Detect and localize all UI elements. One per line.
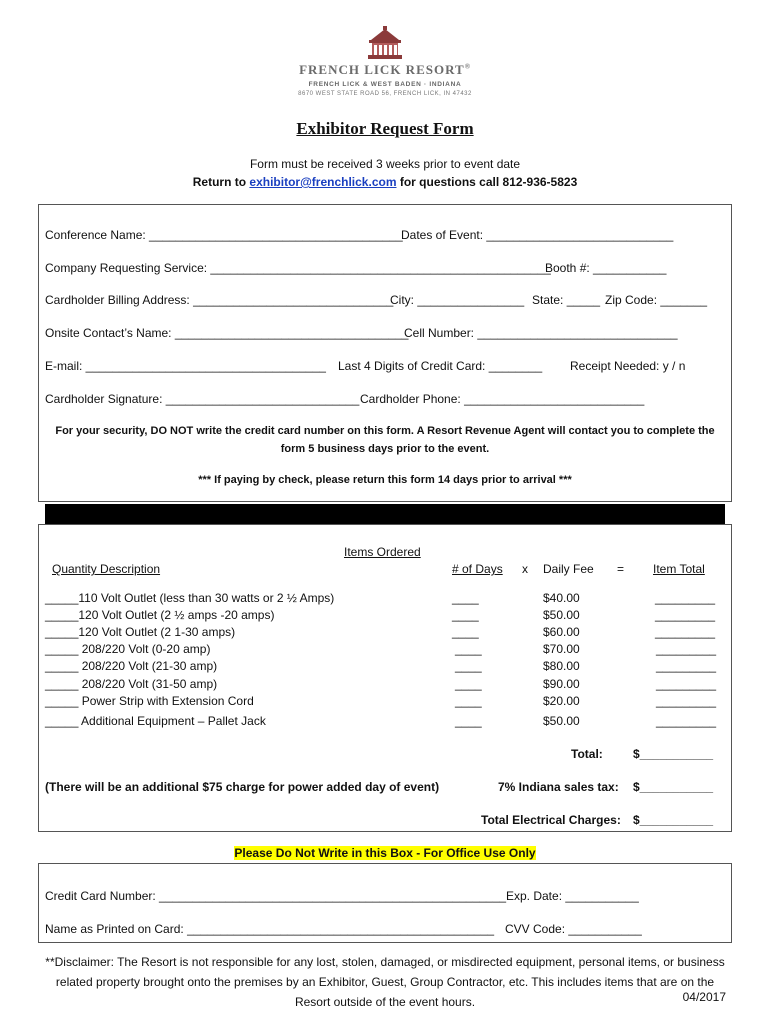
exp-date-field: Exp. Date: ___________ (506, 889, 639, 903)
col-item-total: Item Total (653, 562, 705, 576)
city-field[interactable]: City: ________________ (390, 293, 525, 307)
contact-info-box (38, 204, 732, 502)
item-fee: $40.00 (543, 591, 580, 605)
item-total[interactable]: _________ (655, 591, 716, 605)
item-fee: $50.00 (543, 714, 580, 728)
item-total[interactable]: _________ (655, 625, 716, 639)
electrical-total-label: Total Electrical Charges: (481, 813, 621, 827)
security-note-line2: form 5 business days prior to the event. (280, 443, 490, 455)
office-use-banner: Please Do Not Write in this Box - For Office Use Only (234, 846, 536, 860)
brand-address: 8670 WEST STATE ROAD 56, FRENCH LICK, IN 47432 (298, 91, 472, 97)
cardholder-phone-field[interactable]: Cardholder Phone: ___________________________ (360, 392, 645, 406)
gazebo-logo-icon (365, 26, 405, 60)
item-desc[interactable]: _____ 208/220 Volt (0-20 amp) (45, 642, 211, 656)
item-total[interactable]: _________ (656, 694, 717, 708)
item-days[interactable]: ____ (455, 714, 482, 728)
item-days[interactable]: ____ (455, 659, 482, 673)
item-fee: $80.00 (543, 659, 580, 673)
last4-card-field[interactable]: Last 4 Digits of Credit Card: ________ (338, 359, 543, 373)
col-times: x (522, 562, 528, 576)
company-field[interactable]: Company Requesting Service: ___________________________________________________ (45, 261, 551, 275)
dates-of-event-field[interactable]: Dates of Event: ____________________________ (401, 228, 674, 242)
section-divider-bar (45, 504, 725, 524)
power-charge-note: (There will be an additional $75 charge for power added day of event) (45, 780, 440, 794)
receipt-needed-field[interactable]: Receipt Needed: y / n (570, 359, 686, 373)
items-heading: Items Ordered (344, 545, 421, 559)
item-total[interactable]: _________ (655, 608, 716, 622)
item-desc[interactable]: _____120 Volt Outlet (2 1-30 amps) (45, 625, 236, 639)
credit-card-number-field: Credit Card Number: ____________________________________________________ (45, 889, 507, 903)
item-days[interactable]: ____ (455, 642, 482, 656)
brand-name: FRENCH LICK RESORT® (299, 62, 471, 77)
item-days[interactable]: ____ (455, 694, 482, 708)
total-value[interactable]: $___________ (633, 747, 714, 761)
email-field[interactable]: E-mail: ____________________________________ (45, 359, 326, 373)
name-on-card-field: Name as Printed on Card: ______________________________________________ (45, 922, 495, 936)
item-desc[interactable]: _____ 208/220 Volt (21-30 amp) (45, 659, 218, 673)
sales-tax-value[interactable]: $___________ (633, 780, 714, 794)
col-daily-fee: Daily Fee (543, 562, 594, 576)
item-days[interactable]: ____ (452, 625, 479, 639)
onsite-contact-field[interactable]: Onsite Contact’s Name: ___________________________________ (45, 326, 409, 340)
item-fee: $20.00 (543, 694, 580, 708)
check-payment-note: *** If paying by check, please return this form 14 days prior to arrival *** (198, 474, 572, 486)
disclaimer-text: **Disclaimer: The Resort is not responsible for any lost, stolen, damaged, or misdirected equipment, personal items, or business related property brought onto the premises by an Exhibitor, Guest, Group Contractor, etc. This includes items that are on the Resort outside of the event hours. (45, 955, 725, 1009)
item-total[interactable]: _________ (656, 714, 717, 728)
email-link[interactable]: exhibitor@frenchlick.com (249, 175, 397, 189)
item-days[interactable]: ____ (452, 608, 479, 622)
security-note-line1: For your security, DO NOT write the credit card number on this form. A Resort Revenue Agent will contact you to complete the (55, 425, 715, 437)
item-fee: $90.00 (543, 677, 580, 691)
item-days[interactable]: ____ (455, 677, 482, 691)
item-fee: $50.00 (543, 608, 580, 622)
col-equals: = (617, 562, 625, 576)
item-fee: $70.00 (543, 642, 580, 656)
resort-logo (0, 26, 770, 97)
booth-field[interactable]: Booth #: ___________ (545, 261, 667, 275)
item-desc[interactable]: _____120 Volt Outlet (2 ½ amps -20 amps) (45, 608, 275, 622)
col-days: # of Days (452, 562, 503, 576)
item-desc[interactable]: _____ 208/220 Volt (31-50 amp) (45, 677, 218, 691)
item-days[interactable]: ____ (452, 591, 479, 605)
conference-name-field[interactable]: Conference Name: ______________________________________ (45, 228, 403, 242)
form-title: Exhibitor Request Form (296, 119, 474, 138)
sales-tax-label: 7% Indiana sales tax: (498, 780, 619, 794)
item-desc[interactable]: _____110 Volt Outlet (less than 30 watts or 2 ½ Amps) (45, 591, 335, 605)
cvv-field: CVV Code: ___________ (505, 922, 642, 936)
item-total[interactable]: _________ (656, 642, 717, 656)
form-revision-date: 04/2017 (682, 990, 726, 1004)
billing-address-field[interactable]: Cardholder Billing Address: ______________________________ (45, 293, 394, 307)
zip-field[interactable]: Zip Code: _______ (605, 293, 708, 307)
item-desc[interactable]: _____ Additional Equipment – Pallet Jack (45, 714, 266, 728)
item-fee: $60.00 (543, 625, 580, 639)
state-field[interactable]: State: _____ (532, 293, 601, 307)
item-total[interactable]: _________ (656, 677, 717, 691)
signature-field[interactable]: Cardholder Signature: _____________________________ (45, 392, 360, 406)
total-label: Total: (571, 747, 603, 761)
cell-number-field[interactable]: Cell Number: ______________________________ (404, 326, 678, 340)
electrical-total-value[interactable]: $___________ (633, 813, 714, 827)
brand-location: FRENCH LICK & WEST BADEN · INDIANA (308, 81, 462, 88)
item-total[interactable]: _________ (656, 659, 717, 673)
col-quantity-description: Quantity Description (52, 562, 161, 576)
return-line: Return to exhibitor@frenchlick.com for questions call 812-936-5823 (192, 175, 578, 189)
deadline-notice: Form must be received 3 weeks prior to event date (249, 157, 521, 171)
item-desc[interactable]: _____ Power Strip with Extension Cord (45, 694, 254, 708)
